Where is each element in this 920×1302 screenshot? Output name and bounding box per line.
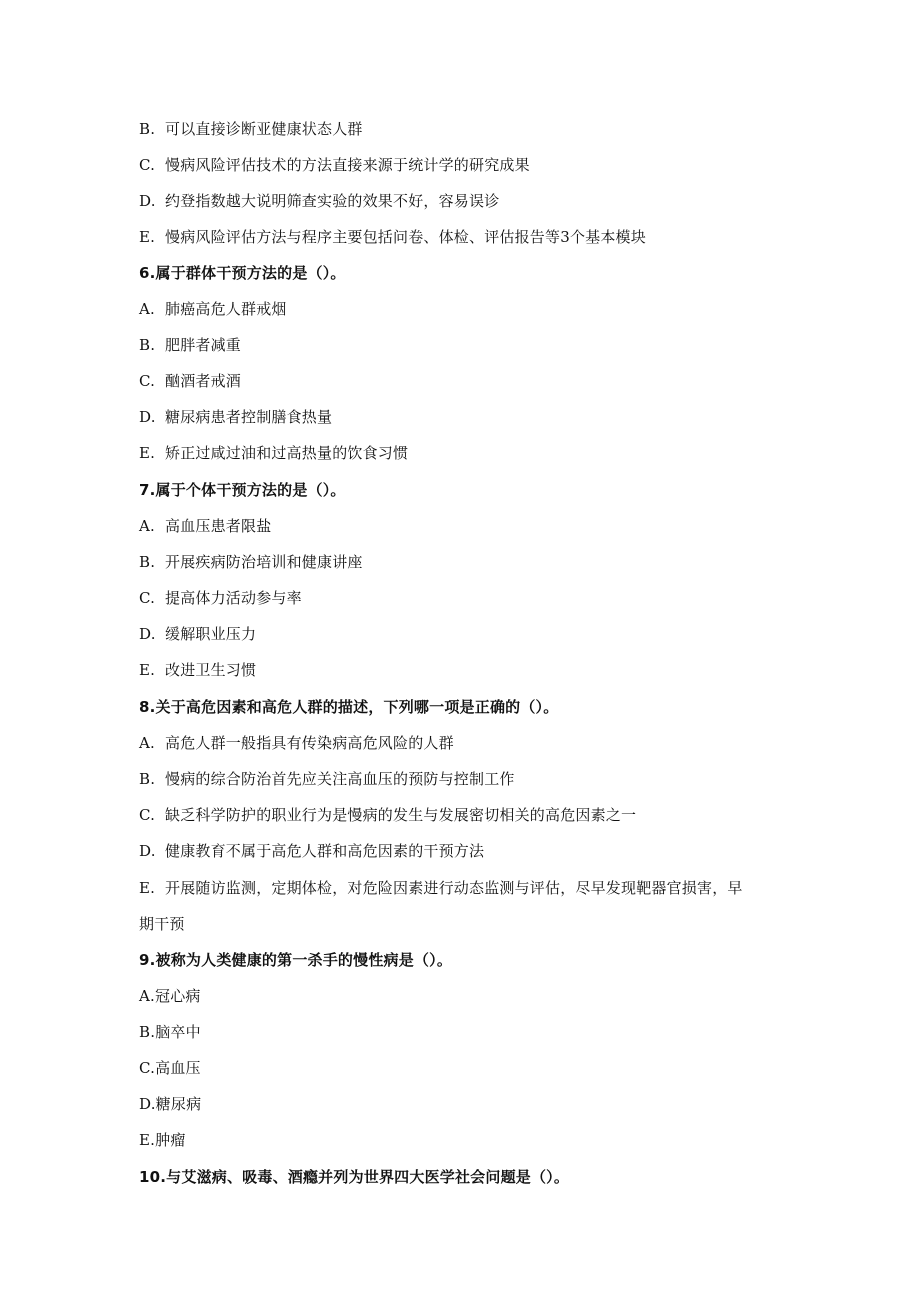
option-letter: E.: [139, 661, 156, 679]
q8-option-e-continuation: 期干预: [139, 915, 185, 933]
q7-option-e: [139, 659, 256, 681]
option-letter: B.: [139, 553, 156, 571]
option-letter: E.: [139, 228, 156, 246]
option-letter: D.: [139, 192, 156, 210]
option-letter: A.: [139, 734, 156, 752]
option-text: 开展疾病防治培训和健康讲座: [165, 553, 363, 571]
q6-option-d: [139, 406, 332, 428]
option-letter: C.: [139, 589, 156, 607]
option-b: [139, 118, 363, 140]
option-letter: B.: [139, 770, 156, 788]
q8-option-c: [139, 804, 636, 826]
option-text: 肺癌高危人群戒烟: [165, 300, 287, 318]
option-letter: C.: [139, 806, 156, 824]
option-d: [139, 190, 499, 212]
option-letter: A.: [139, 517, 156, 535]
q6-option-b: [139, 334, 241, 356]
option-text: 酗酒者戒酒: [165, 372, 242, 390]
q6-option-c: [139, 370, 241, 392]
option-text: 慢病的综合防治首先应关注高血压的预防与控制工作: [165, 770, 515, 788]
question-10-stem: 10.与艾滋病、吸毒、酒瘾并列为世界四大医学社会问题是（）。: [139, 1168, 570, 1186]
q9-option-a: [139, 985, 201, 1007]
option-text: 改进卫生习惯: [165, 661, 257, 679]
option-text: 高血压: [155, 1059, 201, 1077]
option-text: 慢病风险评估方法与程序主要包括问卷、体检、评估报告等3个基本模块: [165, 228, 646, 246]
option-letter: E.: [139, 444, 156, 462]
option-text: 慢病风险评估技术的方法直接来源于统计学的研究成果: [165, 156, 530, 174]
q7-option-d: [139, 623, 256, 645]
q6-option-a: [139, 298, 287, 320]
q8-option-b: [139, 768, 515, 790]
option-text: 缺乏科学防护的职业行为是慢病的发生与发展密切相关的高危因素之一: [165, 806, 637, 824]
option-text: 糖尿病患者控制膳食热量: [165, 408, 333, 426]
question-6-stem: 6.属于群体干预方法的是（）。: [139, 264, 346, 282]
option-text: 脑卒中: [155, 1023, 201, 1041]
q8-option-d: [139, 840, 484, 862]
question-7-stem: 7.属于个体干预方法的是（）。: [139, 481, 346, 499]
option-text: 肿瘤: [155, 1131, 186, 1149]
option-letter: D.: [139, 1095, 156, 1113]
option-letter: C.: [139, 1059, 156, 1077]
q9-option-c: [139, 1057, 201, 1079]
q7-option-b: [139, 551, 363, 573]
option-letter: D.: [139, 408, 156, 426]
option-text: 高血压患者限盐: [165, 517, 272, 535]
option-letter: B.: [139, 1023, 156, 1041]
option-text: 可以直接诊断亚健康状态人群: [165, 120, 363, 138]
option-text: 提高体力活动参与率: [165, 589, 302, 607]
option-text: 高危人群一般指具有传染病高危风险的人群: [165, 734, 454, 752]
option-letter: C.: [139, 156, 156, 174]
option-letter: A.: [139, 987, 156, 1005]
option-letter: A.: [139, 300, 156, 318]
option-letter: E.: [139, 1131, 156, 1149]
q7-option-c: [139, 587, 302, 609]
option-text: 肥胖者减重: [165, 336, 242, 354]
option-letter: B.: [139, 120, 156, 138]
option-letter: D.: [139, 842, 156, 860]
q8-option-e: [139, 877, 743, 899]
question-8-stem: 8.关于高危因素和高危人群的描述，下列哪一项是正确的（）。: [139, 698, 559, 716]
q9-option-b: [139, 1021, 201, 1043]
option-e: [139, 226, 646, 248]
option-text: 健康教育不属于高危人群和高危因素的干预方法: [165, 842, 485, 860]
option-letter: C.: [139, 372, 156, 390]
q6-option-e: [139, 442, 408, 464]
option-text: 开展随访监测，定期体检，对危险因素进行动态监测与评估，尽早发现靶器官损害，早: [165, 879, 743, 897]
option-letter: D.: [139, 625, 156, 643]
q9-option-e: [139, 1129, 186, 1151]
option-text: 糖尿病: [155, 1095, 202, 1113]
option-text: 约登指数越大说明筛查实验的效果不好，容易误诊: [165, 192, 500, 210]
q8-option-a: [139, 732, 454, 754]
option-letter: B.: [139, 336, 156, 354]
option-text: 缓解职业压力: [165, 625, 257, 643]
q9-option-d: [139, 1093, 201, 1115]
option-letter: E.: [139, 879, 156, 897]
option-text: 冠心病: [155, 987, 201, 1005]
option-c: [139, 154, 530, 176]
q7-option-a: [139, 515, 271, 537]
question-9-stem: 9.被称为人类健康的第一杀手的慢性病是（）。: [139, 951, 453, 969]
option-text: 矫正过咸过油和过高热量的饮食习惯: [165, 444, 409, 462]
